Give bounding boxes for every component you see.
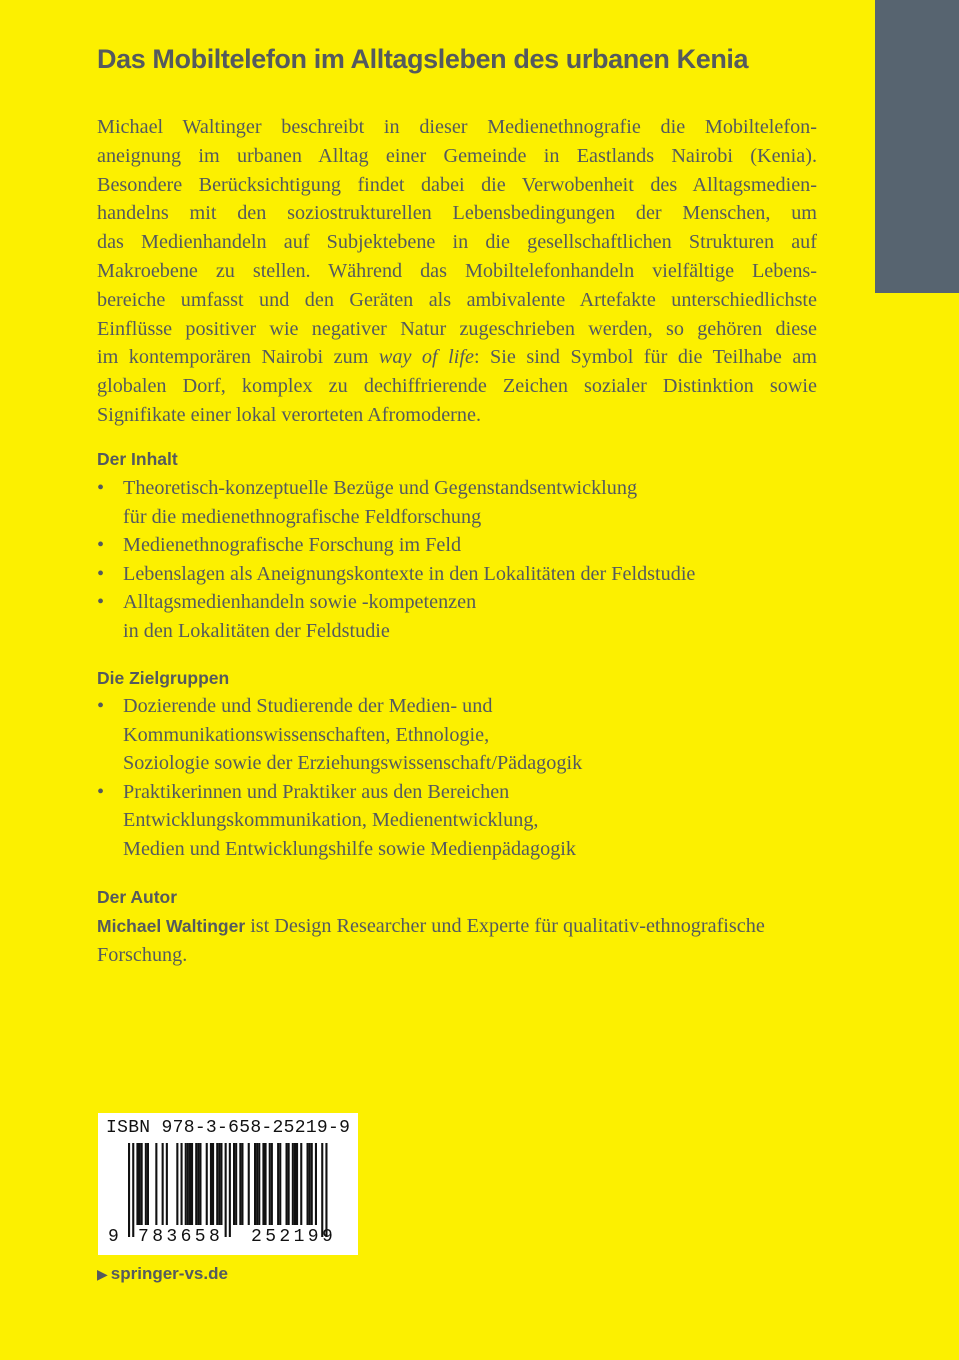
list-item-line: Kommunikationswissenschaften, Ethnologie,: [123, 723, 490, 746]
barcode-bar: [185, 1143, 187, 1225]
barcode-bar: [241, 1143, 243, 1225]
barcode-bar: [311, 1143, 313, 1225]
barcode-first-digit: 9: [108, 1227, 119, 1247]
blurb-italic-phrase: way of life: [378, 346, 474, 369]
barcode-bar: [206, 1143, 208, 1225]
blurb-line: Michael Waltinger beschreibt in dieser Medienethnografie die Mobiltelefon-: [97, 116, 817, 138]
list-item-line: Theoretisch-konzeptuelle Bezüge und Gegenstandsentwicklung: [123, 477, 638, 499]
zielgruppen-list: [97, 692, 837, 863]
barcode-bar: [187, 1143, 189, 1225]
barcode-bar: [191, 1143, 193, 1225]
bullet: •: [97, 534, 105, 556]
barcode-bar: [288, 1143, 290, 1225]
list-item-line: Medien und Entwicklungshilfe sowie Medienpädagogik: [123, 837, 577, 860]
barcode-left-digits: 783658: [138, 1227, 224, 1247]
publisher-link[interactable]: [97, 1264, 228, 1284]
blurb-line: globalen Dorf, komplex zu dechiffrierende Zeichen sozialer Distinktion sowie: [97, 375, 817, 398]
barcode-bar: [141, 1143, 143, 1225]
list-item-line: Dozierende und Studierende der Medien- und: [123, 695, 493, 717]
barcode-bar: [195, 1143, 197, 1225]
list-item-line: Alltagsmedienhandeln sowie -kompetenzen: [123, 591, 477, 613]
barcode-bar: [309, 1143, 311, 1225]
inhalt-list: [97, 474, 837, 645]
blurb-line: Besondere Berücksichtigung findet dabei die Verwobenheit des Alltagsmedien-: [97, 173, 817, 196]
bullet: •: [97, 591, 105, 613]
barcode-bar: [325, 1143, 327, 1237]
blurb-line: handelns mit den soziostrukturellen Lebensbedingungen der Menschen, um: [97, 202, 817, 225]
barcode-bar: [218, 1143, 220, 1225]
list-item: [97, 778, 837, 864]
barcode-bar: [162, 1143, 164, 1225]
list-item-line: Entwicklungskommunikation, Medienentwicklung,: [123, 809, 539, 831]
barcode-bar: [216, 1143, 218, 1225]
barcode-bar: [294, 1143, 296, 1225]
barcode-bar: [271, 1143, 273, 1225]
play-arrow-icon: ▶: [97, 1266, 108, 1282]
bullet: •: [97, 562, 105, 585]
list-item-line: für die medienethnografische Feldforschung: [123, 505, 482, 528]
barcode-bar: [296, 1143, 298, 1225]
barcode-bar: [128, 1143, 130, 1237]
author-bio-text: ist Design Researcher und Experte für qualitativ-ethnografische: [245, 915, 765, 937]
barcode-bar: [262, 1143, 264, 1225]
barcode-bar: [132, 1143, 134, 1237]
barcode-bar: [212, 1143, 214, 1225]
barcode-bar: [181, 1143, 183, 1225]
barcode-bar: [239, 1143, 241, 1225]
barcode-bar: [256, 1143, 258, 1225]
list-item-line: Medienethnografische Forschung im Feld: [123, 534, 462, 556]
list-item: [97, 588, 837, 645]
barcode-bar: [220, 1143, 222, 1225]
barcode-bar: [277, 1143, 279, 1225]
list-item-line: Praktikerinnen und Praktiker aus den Bereichen: [123, 780, 510, 803]
author-bio-line: Forschung.: [97, 943, 188, 966]
list-item: [97, 531, 837, 560]
author-name: Michael Waltinger: [97, 916, 246, 936]
barcode-bar: [147, 1143, 149, 1225]
barcode-bar: [229, 1143, 231, 1237]
barcode-bar: [315, 1143, 317, 1225]
blurb-line: [97, 343, 817, 372]
book-title: Das Mobiltelefon im Alltagsleben des urbanen Kenia: [97, 44, 749, 74]
barcode-bar: [300, 1143, 302, 1225]
bullet: •: [97, 695, 105, 717]
bullet: •: [97, 780, 105, 803]
blurb-line: Makroebene zu stellen. Während das Mobiltelefonhandeln vielfältige Lebens-: [97, 259, 817, 282]
blurb-line: aneignung im urbanen Alltag einer Gemeinde in Eastlands Nairobi (Kenia).: [97, 144, 817, 167]
barcode-right-digits: 252199: [251, 1227, 337, 1247]
list-item-line: in den Lokalitäten der Feldstudie: [123, 619, 390, 642]
barcode-bar: [248, 1143, 250, 1225]
blurb-text: : Sie sind Symbol für die Teilhabe am: [473, 346, 817, 369]
barcode-bar: [155, 1143, 157, 1225]
blurb-text: im kontemporären Nairobi zum: [97, 346, 379, 369]
barcode-bar: [258, 1143, 260, 1225]
barcode-bar: [269, 1143, 271, 1225]
barcode-bar: [225, 1143, 227, 1237]
barcode-bar: [235, 1143, 237, 1225]
inhalt-heading: Der Inhalt: [97, 449, 178, 469]
list-item-line: Lebenslagen als Aneignungskontexte in den Lokalitäten der Feldstudie: [123, 562, 696, 585]
blurb-line: Einflüsse positiver wie negativer Natur zugeschrieben werden, so gehören diese: [97, 317, 817, 340]
barcode-bar: [292, 1143, 294, 1225]
book-blurb: [97, 113, 817, 430]
barcode-bar: [307, 1143, 309, 1225]
author-bio: [97, 912, 837, 970]
barcode-bar: [321, 1143, 323, 1237]
barcode-bar: [233, 1143, 235, 1225]
barcode-bar: [176, 1143, 178, 1225]
barcode-bar: [286, 1143, 288, 1225]
barcode-bar: [139, 1143, 141, 1225]
barcode-bar: [197, 1143, 199, 1225]
publisher-url: springer-vs.de: [110, 1264, 228, 1283]
barcode-bar: [145, 1143, 147, 1225]
barcode-bar: [254, 1143, 256, 1225]
barcode-bar: [279, 1143, 281, 1225]
author-bio-line: [97, 912, 837, 941]
list-item: [97, 692, 837, 778]
cover-side-tab: [875, 0, 959, 293]
zielgruppen-heading: Die Zielgruppen: [97, 668, 230, 688]
barcode-bar: [265, 1143, 267, 1225]
blurb-line: Signifikate einer lokal verorteten Afromoderne.: [97, 403, 481, 426]
blurb-line: das Medienhandeln auf Subjektebene in die gesellschaftlichen Strukturen auf: [97, 231, 817, 254]
barcode-bar: [166, 1143, 168, 1225]
list-item-line: Soziologie sowie der Erziehungswissenschaft/Pädagogik: [123, 752, 583, 774]
barcode-bar: [199, 1143, 201, 1225]
barcode-bar: [210, 1143, 212, 1225]
list-item: [97, 474, 837, 531]
isbn-label: ISBN 978-3-658-25219-9: [106, 1118, 351, 1138]
autor-heading: Der Autor: [97, 887, 178, 907]
list-item: [97, 560, 837, 589]
bullet: •: [97, 477, 105, 499]
isbn-barcode: [98, 1113, 358, 1255]
blurb-line: bereiche umfasst und den Geräten als ambivalente Artefakte unterschiedlichste: [97, 288, 817, 311]
barcode-bar: [136, 1143, 138, 1225]
barcode-bar: [189, 1143, 191, 1225]
